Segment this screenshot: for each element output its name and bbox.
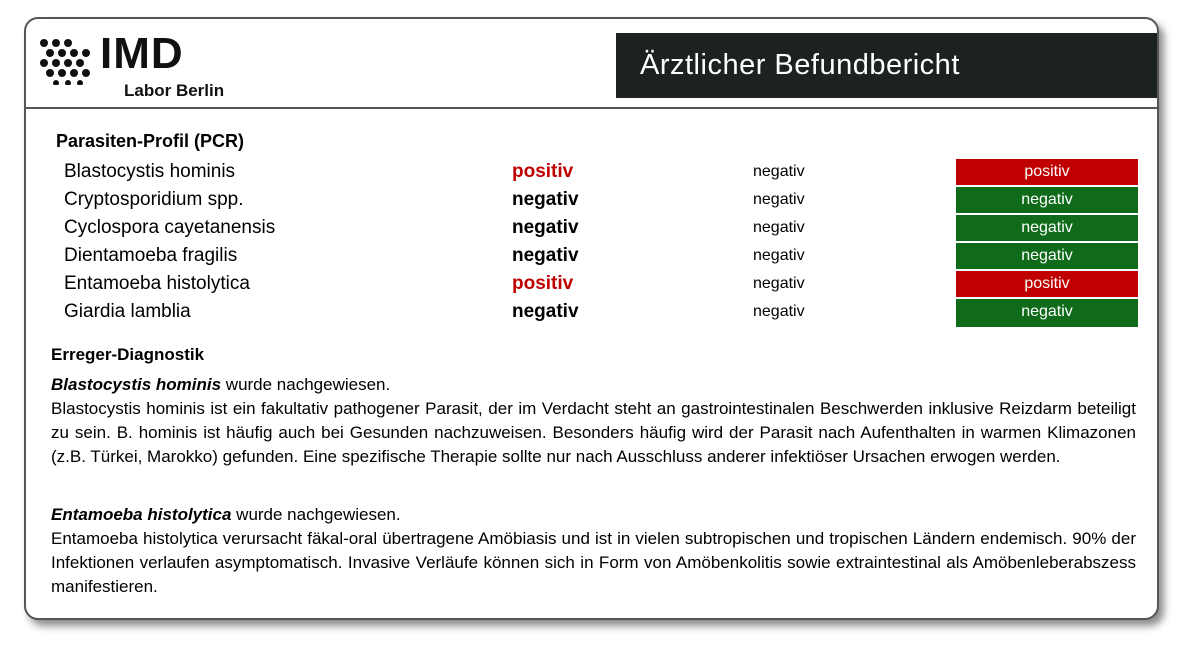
logo-name: IMD — [100, 29, 184, 78]
organism-name: Blastocystis hominis — [64, 161, 236, 182]
logo-subtitle: Labor Berlin — [124, 81, 225, 100]
status-badge: positiv — [956, 159, 1138, 185]
table-row — [26, 243, 1157, 271]
organism-name: Entamoeba histolytica — [64, 273, 250, 294]
reference-value: negativ — [753, 163, 805, 180]
report-card — [24, 17, 1159, 620]
reference-value: negativ — [753, 303, 805, 320]
table-row — [26, 215, 1157, 243]
status-badge: negativ — [956, 215, 1138, 241]
organism-name: Cryptosporidium spp. — [64, 189, 244, 210]
badge-divider — [956, 325, 1138, 327]
table-row — [26, 299, 1157, 327]
logo-dots-icon — [38, 37, 94, 85]
status-badge: negativ — [956, 243, 1138, 269]
reference-value: negativ — [753, 219, 805, 236]
finding-lead-suffix: wurde nachgewiesen. — [221, 375, 391, 394]
finding-lead — [51, 373, 1136, 397]
result-value: negativ — [512, 301, 579, 322]
table-row — [26, 187, 1157, 215]
report-title: Ärztlicher Befundbericht — [616, 33, 1159, 98]
status-badge: negativ — [956, 187, 1138, 213]
profile-title: Parasiten-Profil (PCR) — [56, 131, 245, 151]
finding-organism: Blastocystis hominis — [51, 375, 222, 394]
diagnostics-title: Erreger-Diagnostik — [51, 345, 205, 364]
finding-paragraph — [51, 373, 1136, 469]
result-value: positiv — [512, 161, 574, 182]
status-badge: positiv — [956, 271, 1138, 297]
organism-name: Giardia lamblia — [64, 301, 191, 322]
finding-text: Entamoeba histolytica verursacht fäkal-oral übertragene Amöbiasis und ist in vielen subtropischen und tropischen Ländern endemisch. 90% der Infektionen verlaufen asymptomatisch. Invasive Verläufe können sich in Form von Amöbenkolitis sowie extraintestinal als Amöbenleberabszess manifestieren. — [51, 529, 1136, 596]
finding-organism: Entamoeba histolytica — [51, 505, 232, 524]
organism-name: Dientamoeba fragilis — [64, 245, 238, 266]
result-value: positiv — [512, 273, 574, 294]
result-value: negativ — [512, 245, 579, 266]
finding-lead — [51, 503, 1136, 527]
reference-value: negativ — [753, 247, 805, 264]
table-row — [26, 271, 1157, 299]
finding-text: Blastocystis hominis ist ein fakultativ pathogener Parasit, der im Verdacht steht an gastrointestinalen Beschwerden inklusive Reizdarm beteiligt zu sein. B. hominis ist häufig auch bei Gesunden nachzuweisen. Besonders häufig wird der Parasit nach Aufenthalten in warmen Klimazonen (z.B. Türkei, Marokko) gefunden. Eine spezifische Therapie sollte nur nach Ausschluss anderer infektiöser Ursachen erwogen werden. — [51, 399, 1136, 466]
header-divider — [26, 107, 1157, 109]
reference-value: negativ — [753, 191, 805, 208]
result-value: negativ — [512, 217, 579, 238]
imd-logo — [38, 29, 238, 101]
table-row — [26, 159, 1157, 187]
result-value: negativ — [512, 189, 579, 210]
reference-value: negativ — [753, 275, 805, 292]
finding-paragraph — [51, 503, 1136, 599]
status-badge: negativ — [956, 299, 1138, 325]
organism-name: Cyclospora cayetanensis — [64, 217, 276, 238]
finding-lead-suffix: wurde nachgewiesen. — [231, 505, 401, 524]
